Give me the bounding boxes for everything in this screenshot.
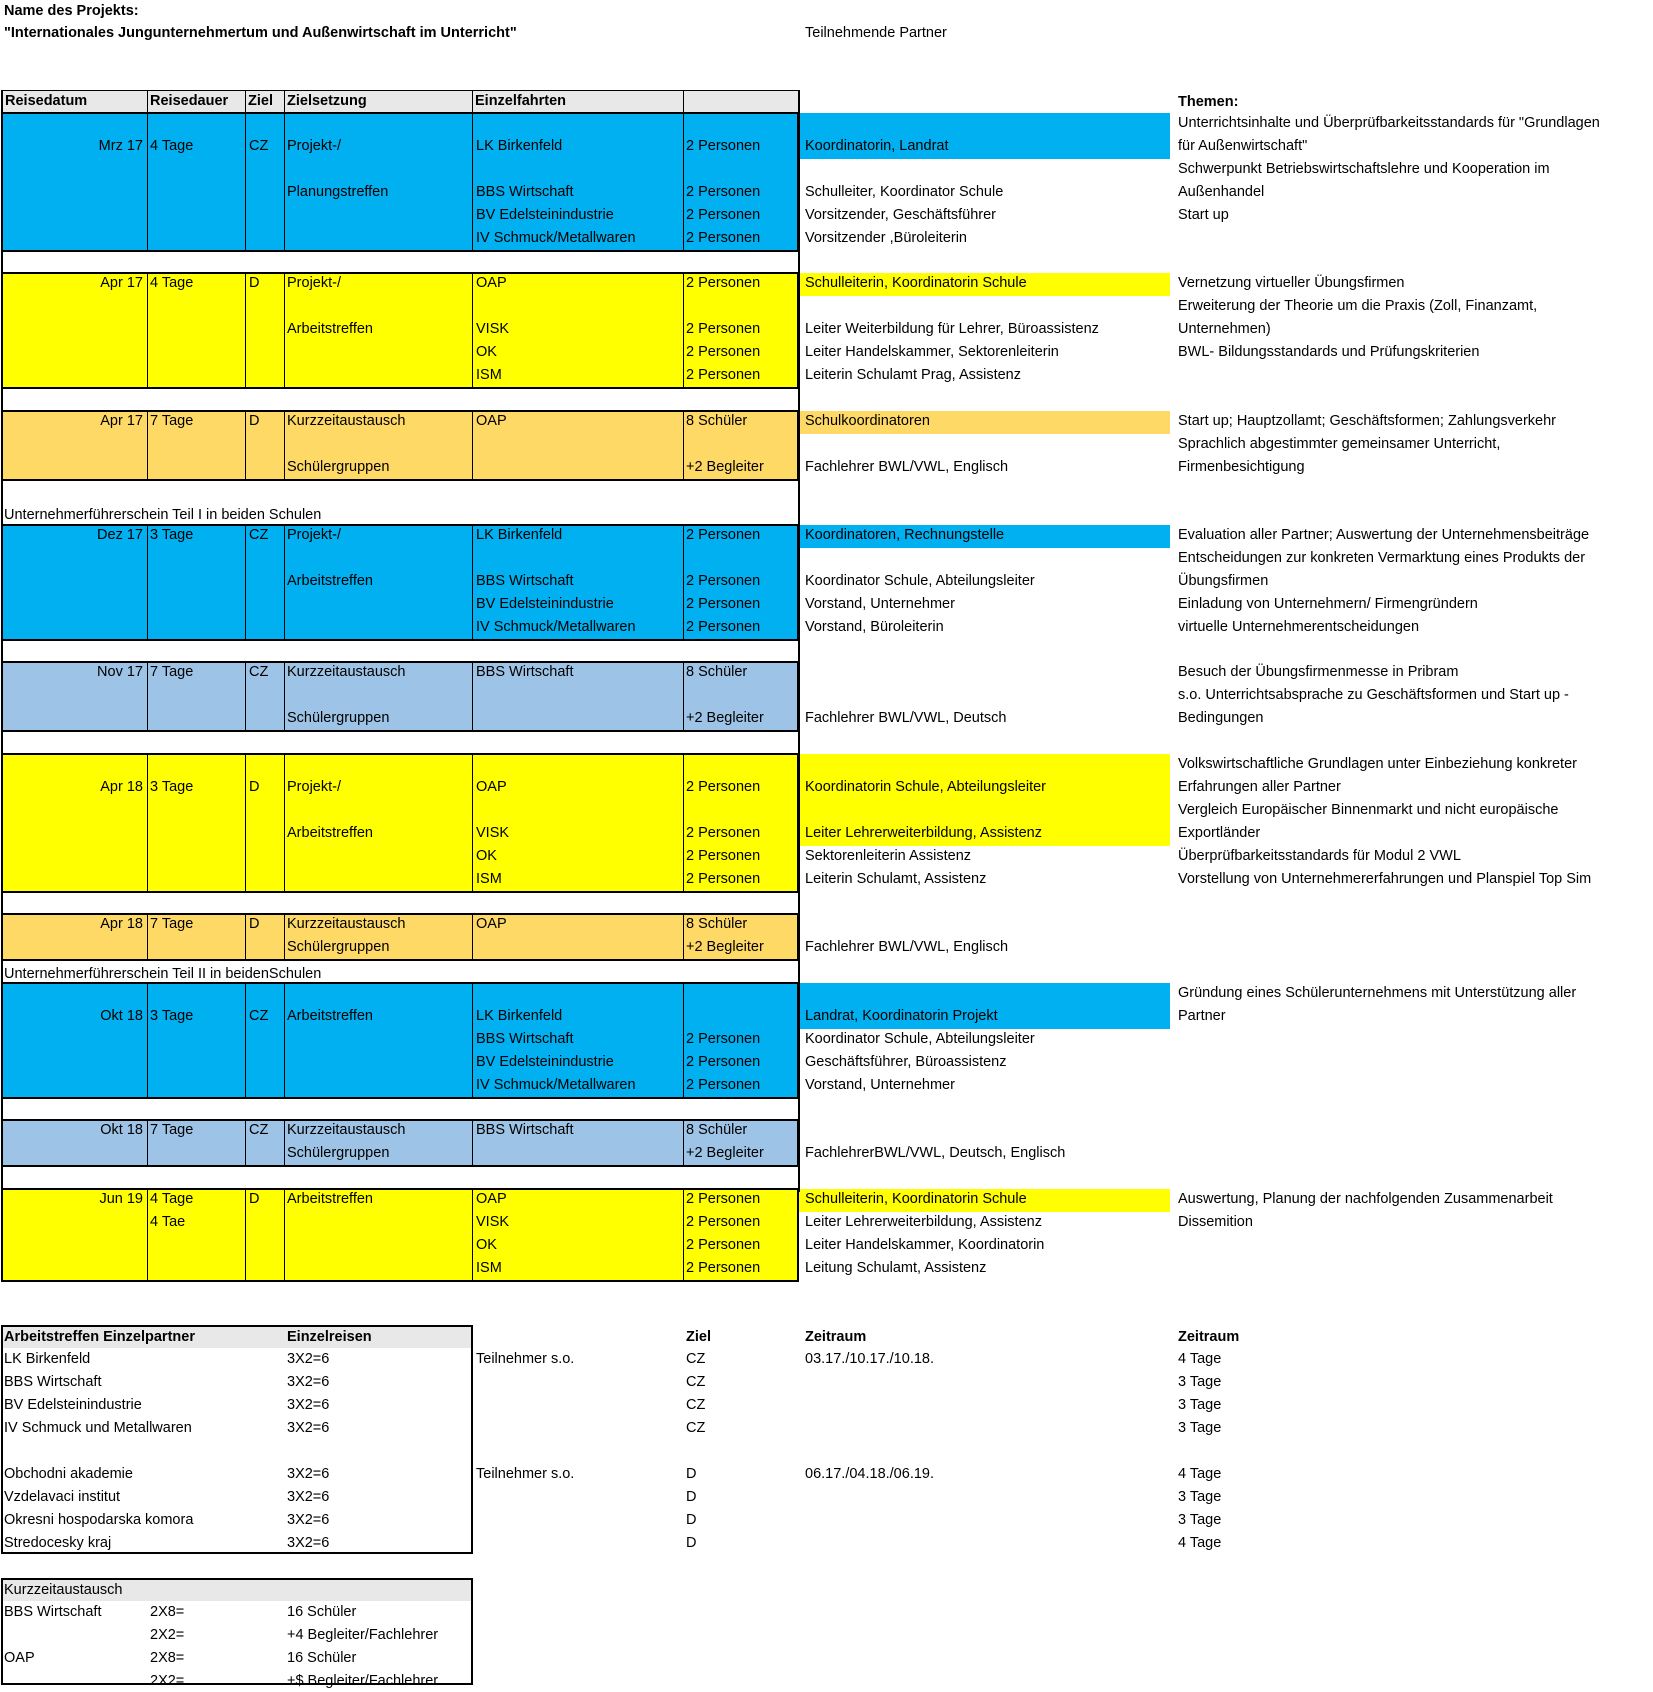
schedule-col-line bbox=[147, 983, 148, 1098]
trip-persons: 2 Personen bbox=[686, 1214, 761, 1230]
meetings-header-trips: Einzelreisen bbox=[287, 1329, 372, 1345]
trip-participant: LK Birkenfeld bbox=[476, 1008, 563, 1024]
schedule-col-line bbox=[147, 1189, 148, 1281]
schedule-col-line bbox=[472, 983, 473, 1098]
trip-participant: BBS Wirtschaft bbox=[476, 664, 574, 680]
trip-persons: 2 Personen bbox=[686, 1237, 761, 1253]
meeting-duration: 4 Tage bbox=[1178, 1535, 1222, 1551]
schedule-col-line bbox=[245, 411, 246, 480]
trip-persons: 2 Personen bbox=[686, 1077, 761, 1093]
exchange-calc: 2X2= bbox=[150, 1627, 185, 1643]
schedule-col-line bbox=[284, 273, 285, 388]
schedule-col-line bbox=[284, 1120, 285, 1166]
project-name-label: Name des Projekts: bbox=[4, 3, 139, 19]
project-title: "Internationales Jungunternehmertum und Außenwirtschaft im Unterricht" bbox=[4, 25, 517, 41]
meeting-partner: IV Schmuck und Metallwaren bbox=[4, 1420, 192, 1436]
meetings-header-period: Zeitraum bbox=[805, 1329, 867, 1345]
trip-participant: OAP bbox=[476, 1191, 507, 1207]
trip-persons: 2 Personen bbox=[686, 207, 761, 223]
partner-highlight bbox=[798, 983, 1170, 1006]
trip-duration: 4 Tage bbox=[150, 138, 194, 154]
trip-participant: LK Birkenfeld bbox=[476, 138, 563, 154]
trip-persons: 2 Personen bbox=[686, 825, 761, 841]
schedule-header-bg bbox=[2, 90, 798, 112]
trip-persons: 2 Personen bbox=[686, 619, 761, 635]
meeting-period: 06.17./04.18./06.19. bbox=[805, 1466, 934, 1482]
trip-theme: Einladung von Unternehmern/ Firmengründern bbox=[1178, 596, 1478, 612]
meeting-note: Teilnehmer s.o. bbox=[476, 1466, 575, 1482]
exchange-result: +4 Begleiter/Fachlehrer bbox=[287, 1627, 439, 1643]
schedule-col-line bbox=[284, 754, 285, 892]
schedule-col-line bbox=[683, 662, 684, 731]
trip-partner-roles: Leiterin Schulamt, Assistenz bbox=[805, 871, 987, 887]
trip-persons: 2 Personen bbox=[686, 779, 761, 795]
meeting-duration: 3 Tage bbox=[1178, 1397, 1222, 1413]
schedule-col-line bbox=[147, 754, 148, 892]
trip-theme: Partner bbox=[1178, 1008, 1226, 1024]
trip-persons: +2 Begleiter bbox=[686, 1145, 764, 1161]
trip-duration: 4 Tage bbox=[150, 1191, 194, 1207]
trip-partner-roles: FachlehrerBWL/VWL, Deutsch, Englisch bbox=[805, 1145, 1066, 1161]
trip-goal: Projekt-/ bbox=[287, 779, 341, 795]
trip-participant: OAP bbox=[476, 275, 507, 291]
schedule-col-line bbox=[147, 525, 148, 640]
meeting-partner: BV Edelsteinindustrie bbox=[4, 1397, 142, 1413]
trip-date: Apr 18 bbox=[100, 916, 143, 932]
trip-partner-roles: Koordinatorin Schule, Abteilungsleiter bbox=[805, 779, 1047, 795]
trip-partner-roles: Sektorenleiterin Assistenz bbox=[805, 848, 972, 864]
trip-goal: Arbeitstreffen bbox=[287, 573, 373, 589]
trip-theme: Unterrichtsinhalte und Überprüfbarkeitsstandards für "Grundlagen bbox=[1178, 115, 1600, 131]
trip-theme: Vergleich Europäischer Binnenmarkt und nicht europäische bbox=[1178, 802, 1559, 818]
schedule-header-cell: Reisedauer bbox=[150, 93, 229, 109]
trip-partner-roles: Koordinatoren, Rechnungstelle bbox=[805, 527, 1005, 543]
trip-duration: 3 Tage bbox=[150, 527, 194, 543]
trip-theme: Vernetzung virtueller Übungsfirmen bbox=[1178, 275, 1405, 291]
trip-partner-roles: Vorstand, Büroleiterin bbox=[805, 619, 944, 635]
meeting-duration: 4 Tage bbox=[1178, 1351, 1222, 1367]
trip-persons: 2 Personen bbox=[686, 184, 761, 200]
trip-persons: 2 Personen bbox=[686, 275, 761, 291]
schedule-col-line bbox=[472, 754, 473, 892]
schedule-col-line bbox=[472, 525, 473, 640]
trip-persons: 2 Personen bbox=[686, 1260, 761, 1276]
trip-participant: IV Schmuck/Metallwaren bbox=[476, 230, 636, 246]
trip-theme: Schwerpunkt Betriebswirtschaftslehre und Kooperation im bbox=[1178, 161, 1550, 177]
schedule-col-line bbox=[284, 525, 285, 640]
trip-goal: Schülergruppen bbox=[287, 939, 390, 955]
partner-highlight bbox=[798, 113, 1170, 136]
trip-theme: Besuch der Übungsfirmenmesse in Pribram bbox=[1178, 664, 1459, 680]
meeting-target: D bbox=[686, 1466, 697, 1482]
trip-goal: Kurzzeitaustausch bbox=[287, 916, 406, 932]
trip-goal: Projekt-/ bbox=[287, 138, 341, 154]
schedule-col-line bbox=[284, 662, 285, 731]
meeting-duration: 4 Tage bbox=[1178, 1466, 1222, 1482]
trip-date: Jun 19 bbox=[99, 1191, 143, 1207]
schedule-col-line bbox=[683, 914, 684, 960]
trip-persons: 8 Schüler bbox=[686, 916, 748, 932]
schedule-col-line bbox=[683, 411, 684, 480]
exchange-school: OAP bbox=[4, 1650, 35, 1666]
trip-goal: Schülergruppen bbox=[287, 1145, 390, 1161]
schedule-col-line bbox=[472, 273, 473, 388]
trip-theme: Unternehmen) bbox=[1178, 321, 1271, 337]
schedule-col-line bbox=[683, 113, 684, 251]
trip-date: Apr 17 bbox=[100, 413, 143, 429]
schedule-col-line bbox=[683, 983, 684, 1098]
meeting-target: CZ bbox=[686, 1420, 706, 1436]
meeting-partner: Stredocesky kraj bbox=[4, 1535, 112, 1551]
trip-theme: Volkswirtschaftliche Grundlagen unter Einbeziehung konkreter bbox=[1178, 756, 1577, 772]
trip-theme: Übungsfirmen bbox=[1178, 573, 1269, 589]
schedule-col-line bbox=[245, 914, 246, 960]
trip-participant: OK bbox=[476, 1237, 497, 1253]
trip-goal: Kurzzeitaustausch bbox=[287, 413, 406, 429]
meetings-header-target: Ziel bbox=[686, 1329, 711, 1345]
trip-duration: 4 Tae bbox=[150, 1214, 186, 1230]
schedule-col-line bbox=[245, 525, 246, 640]
trip-duration: 3 Tage bbox=[150, 1008, 194, 1024]
schedule-left-border bbox=[1, 90, 3, 1192]
trip-goal: Arbeitstreffen bbox=[287, 1191, 373, 1207]
meeting-partner: LK Birkenfeld bbox=[4, 1351, 91, 1367]
header-col-line bbox=[683, 90, 684, 112]
schedule-col-line bbox=[472, 662, 473, 731]
exchange-result: +$ Begleiter/Fachlehrer bbox=[287, 1673, 439, 1689]
trip-participant: LK Birkenfeld bbox=[476, 527, 563, 543]
trip-partner-roles: Leiterin Schulamt Prag, Assistenz bbox=[805, 367, 1021, 383]
trip-partner-roles: Landrat, Koordinatorin Projekt bbox=[805, 1008, 998, 1024]
trip-target: D bbox=[249, 275, 260, 291]
partner-highlight bbox=[798, 754, 1170, 777]
trip-persons: +2 Begleiter bbox=[686, 459, 764, 475]
schedule-col-line bbox=[472, 914, 473, 960]
meeting-duration: 3 Tage bbox=[1178, 1489, 1222, 1505]
trip-persons: 2 Personen bbox=[686, 321, 761, 337]
trip-participant: IV Schmuck/Metallwaren bbox=[476, 1077, 636, 1093]
trip-duration: 3 Tage bbox=[150, 779, 194, 795]
trip-persons: +2 Begleiter bbox=[686, 710, 764, 726]
meeting-trips: 3X2=6 bbox=[287, 1397, 330, 1413]
trip-partner-roles: Leiter Lehrerweiterbildung, Assistenz bbox=[805, 1214, 1042, 1230]
trip-participant: OAP bbox=[476, 413, 507, 429]
trip-theme: Entscheidungen zur konkreten Vermarktung eines Produkts der bbox=[1178, 550, 1586, 566]
trip-theme: für Außenwirtschaft" bbox=[1178, 138, 1308, 154]
schedule-header-cell: Ziel bbox=[248, 93, 273, 109]
trip-participant: OAP bbox=[476, 916, 507, 932]
trip-goal: Projekt-/ bbox=[287, 527, 341, 543]
meeting-trips: 3X2=6 bbox=[287, 1489, 330, 1505]
meeting-trips: 3X2=6 bbox=[287, 1535, 330, 1551]
trip-target: D bbox=[249, 1191, 260, 1207]
trip-theme: BWL- Bildungsstandards und Prüfungskriterien bbox=[1178, 344, 1480, 360]
schedule-col-line bbox=[147, 273, 148, 388]
trip-participant: BBS Wirtschaft bbox=[476, 184, 574, 200]
partner-highlight bbox=[798, 800, 1170, 823]
schedule-col-line bbox=[472, 1189, 473, 1281]
meeting-trips: 3X2=6 bbox=[287, 1351, 330, 1367]
schedule-col-line bbox=[472, 113, 473, 251]
trip-theme: Auswertung, Planung der nachfolgenden Zusammenarbeit bbox=[1178, 1191, 1553, 1207]
trip-partner-roles: Fachlehrer BWL/VWL, Deutsch bbox=[805, 710, 1007, 726]
trip-target: D bbox=[249, 413, 260, 429]
schedule-col-line bbox=[472, 411, 473, 480]
trip-participant: ISM bbox=[476, 367, 502, 383]
meeting-partner: Vzdelavaci institut bbox=[4, 1489, 121, 1505]
trip-partner-roles: Vorstand, Unternehmer bbox=[805, 1077, 955, 1093]
trip-goal: Schülergruppen bbox=[287, 459, 390, 475]
meeting-partner: Okresni hospodarska komora bbox=[4, 1512, 194, 1528]
schedule-col-line bbox=[683, 754, 684, 892]
meeting-trips: 3X2=6 bbox=[287, 1512, 330, 1528]
meeting-note: Teilnehmer s.o. bbox=[476, 1351, 575, 1367]
trip-date: Okt 18 bbox=[100, 1122, 143, 1138]
schedule-col-line bbox=[683, 1120, 684, 1166]
trip-date: Dez 17 bbox=[97, 527, 143, 543]
schedule-col-line bbox=[147, 662, 148, 731]
trip-persons: 2 Personen bbox=[686, 871, 761, 887]
schedule-header-cell: Zielsetzung bbox=[287, 93, 367, 109]
meeting-target: CZ bbox=[686, 1374, 706, 1390]
trip-partner-roles: Vorsitzender ,Büroleiterin bbox=[805, 230, 967, 246]
trip-theme: virtuelle Unternehmerentscheidungen bbox=[1178, 619, 1420, 635]
trip-goal: Schülergruppen bbox=[287, 710, 390, 726]
trip-duration: 4 Tage bbox=[150, 275, 194, 291]
exchange-calc: 2X8= bbox=[150, 1604, 185, 1620]
meeting-trips: 3X2=6 bbox=[287, 1420, 330, 1436]
meeting-target: D bbox=[686, 1489, 697, 1505]
trip-persons: 2 Personen bbox=[686, 596, 761, 612]
trip-goal: Kurzzeitaustausch bbox=[287, 664, 406, 680]
schedule-header-cell: Reisedatum bbox=[5, 93, 88, 109]
trip-duration: 7 Tage bbox=[150, 1122, 194, 1138]
trip-theme: Erweiterung der Theorie um die Praxis (Zoll, Finanzamt, bbox=[1178, 298, 1538, 314]
schedule-col-line bbox=[284, 983, 285, 1098]
schedule-note-1: Unternehmerführerschein Teil I in beiden Schulen bbox=[4, 507, 322, 523]
trip-theme: Vorstellung von Unternehmererfahrungen und Planspiel Top Sim bbox=[1178, 871, 1592, 887]
meeting-target: D bbox=[686, 1535, 697, 1551]
schedule-col-line bbox=[245, 1189, 246, 1281]
header-col-line bbox=[147, 90, 148, 112]
trip-persons: 2 Personen bbox=[686, 573, 761, 589]
trip-partner-roles: Leiter Handelskammer, Sektorenleiterin bbox=[805, 344, 1059, 360]
trip-participant: OK bbox=[476, 344, 497, 360]
schedule-col-line bbox=[683, 273, 684, 388]
trip-date: Apr 18 bbox=[100, 779, 143, 795]
trip-goal: Arbeitstreffen bbox=[287, 825, 373, 841]
trip-persons: 8 Schüler bbox=[686, 1122, 748, 1138]
trip-theme: Firmenbesichtigung bbox=[1178, 459, 1305, 475]
meetings-header-duration: Zeitraum bbox=[1178, 1329, 1240, 1345]
schedule-col-line bbox=[683, 1189, 684, 1281]
schedule-col-line bbox=[683, 525, 684, 640]
trip-partner-roles: Vorsitzender, Geschäftsführer bbox=[805, 207, 997, 223]
trip-participant: BV Edelsteinindustrie bbox=[476, 207, 614, 223]
trip-target: CZ bbox=[249, 664, 269, 680]
trip-partner-roles: Vorstand, Unternehmer bbox=[805, 596, 955, 612]
trip-target: CZ bbox=[249, 138, 269, 154]
trip-partner-roles: Fachlehrer BWL/VWL, Englisch bbox=[805, 459, 1009, 475]
trip-partner-roles: Koordinatorin, Landrat bbox=[805, 138, 949, 154]
exchange-header: Kurzzeitaustausch bbox=[4, 1582, 123, 1598]
trip-persons: 2 Personen bbox=[686, 230, 761, 246]
trip-participant: IV Schmuck/Metallwaren bbox=[476, 619, 636, 635]
trip-goal: Arbeitstreffen bbox=[287, 1008, 373, 1024]
trip-theme: Dissemition bbox=[1178, 1214, 1253, 1230]
trip-theme: s.o. Unterrichtsabsprache zu Geschäftsformen und Start up - bbox=[1178, 687, 1569, 703]
header-col-line bbox=[284, 90, 285, 112]
trip-partner-roles: Fachlehrer BWL/VWL, Englisch bbox=[805, 939, 1009, 955]
trip-theme: Gründung eines Schülerunternehmens mit Unterstützung aller bbox=[1178, 985, 1577, 1001]
trip-participant: VISK bbox=[476, 1214, 510, 1230]
exchange-result: 16 Schüler bbox=[287, 1650, 357, 1666]
schedule-col-line bbox=[284, 113, 285, 251]
trip-goal: Projekt-/ bbox=[287, 275, 341, 291]
trip-participant: ISM bbox=[476, 871, 502, 887]
meeting-trips: 3X2=6 bbox=[287, 1466, 330, 1482]
trip-duration: 7 Tage bbox=[150, 413, 194, 429]
meeting-duration: 3 Tage bbox=[1178, 1512, 1222, 1528]
meeting-trips: 3X2=6 bbox=[287, 1374, 330, 1390]
trip-partner-roles: Leitung Schulamt, Assistenz bbox=[805, 1260, 987, 1276]
schedule-col-line bbox=[245, 113, 246, 251]
trip-theme: Evaluation aller Partner; Auswertung der Unternehmensbeiträge bbox=[1178, 527, 1590, 543]
trip-theme: Start up; Hauptzollamt; Geschäftsformen; Zahlungsverkehr bbox=[1178, 413, 1556, 429]
trip-participant: BBS Wirtschaft bbox=[476, 1122, 574, 1138]
meetings-header-partner: Arbeitstreffen Einzelpartner bbox=[4, 1329, 195, 1345]
header-col-line bbox=[245, 90, 246, 112]
trip-target: CZ bbox=[249, 1122, 269, 1138]
schedule-header-cell: Einzelfahrten bbox=[475, 93, 567, 109]
meeting-partner: BBS Wirtschaft bbox=[4, 1374, 102, 1390]
trip-participant: OAP bbox=[476, 779, 507, 795]
trip-persons: 2 Personen bbox=[686, 527, 761, 543]
trip-goal: Kurzzeitaustausch bbox=[287, 1122, 406, 1138]
trip-duration: 7 Tage bbox=[150, 916, 194, 932]
meeting-period: 03.17./10.17./10.18. bbox=[805, 1351, 934, 1367]
trip-participant: OK bbox=[476, 848, 497, 864]
trip-theme: Start up bbox=[1178, 207, 1229, 223]
trip-target: CZ bbox=[249, 527, 269, 543]
trip-participant: BV Edelsteinindustrie bbox=[476, 1054, 614, 1070]
trip-goal: Planungstreffen bbox=[287, 184, 389, 200]
trip-partner-roles: Schulkoordinatoren bbox=[805, 413, 930, 429]
trip-partner-roles: Geschäftsführer, Büroassistenz bbox=[805, 1054, 1007, 1070]
trip-duration: 7 Tage bbox=[150, 664, 194, 680]
trip-date: Okt 18 bbox=[100, 1008, 143, 1024]
themes-header: Themen: bbox=[1178, 94, 1239, 110]
trip-partner-roles: Koordinator Schule, Abteilungsleiter bbox=[805, 1031, 1035, 1047]
trip-date: Apr 17 bbox=[100, 275, 143, 291]
exchange-result: 16 Schüler bbox=[287, 1604, 357, 1620]
trip-participant: ISM bbox=[476, 1260, 502, 1276]
meeting-duration: 3 Tage bbox=[1178, 1420, 1222, 1436]
trip-participant: BBS Wirtschaft bbox=[476, 573, 574, 589]
trip-partner-roles: Koordinator Schule, Abteilungsleiter bbox=[805, 573, 1035, 589]
header-col-line bbox=[472, 90, 473, 112]
trip-persons: +2 Begleiter bbox=[686, 939, 764, 955]
trip-persons: 8 Schüler bbox=[686, 664, 748, 680]
schedule-col-line bbox=[147, 411, 148, 480]
schedule-right-border bbox=[798, 90, 800, 1192]
trip-target: CZ bbox=[249, 1008, 269, 1024]
schedule-col-line bbox=[245, 273, 246, 388]
schedule-col-line bbox=[147, 113, 148, 251]
trip-participant: VISK bbox=[476, 825, 510, 841]
meeting-target: CZ bbox=[686, 1351, 706, 1367]
trip-partner-roles: Schulleiter, Koordinator Schule bbox=[805, 184, 1004, 200]
trip-theme: Überprüfbarkeitsstandards für Modul 2 VWL bbox=[1178, 848, 1461, 864]
trip-theme: Erfahrungen aller Partner bbox=[1178, 779, 1341, 795]
trip-target: D bbox=[249, 916, 260, 932]
schedule-col-line bbox=[245, 754, 246, 892]
trip-partner-roles: Leiter Weiterbildung für Lehrer, Büroassistenz bbox=[805, 321, 1099, 337]
trip-persons: 2 Personen bbox=[686, 1031, 761, 1047]
schedule-col-line bbox=[472, 1120, 473, 1166]
trip-theme: Außenhandel bbox=[1178, 184, 1265, 200]
trip-participant: BV Edelsteinindustrie bbox=[476, 596, 614, 612]
schedule-col-line bbox=[284, 1189, 285, 1281]
meeting-target: D bbox=[686, 1512, 697, 1528]
trip-persons: 2 Personen bbox=[686, 1054, 761, 1070]
schedule-group-border bbox=[1, 112, 799, 252]
trip-partner-roles: Schulleiterin, Koordinatorin Schule bbox=[805, 275, 1027, 291]
trip-date: Nov 17 bbox=[97, 664, 143, 680]
schedule-header-border bbox=[2, 90, 798, 91]
trip-target: D bbox=[249, 779, 260, 795]
schedule-col-line bbox=[245, 1120, 246, 1166]
trip-partner-roles: Schulleiterin, Koordinatorin Schule bbox=[805, 1191, 1027, 1207]
trip-participant: BBS Wirtschaft bbox=[476, 1031, 574, 1047]
schedule-col-line bbox=[147, 1120, 148, 1166]
partners-label: Teilnehmende Partner bbox=[805, 25, 947, 41]
trip-participant: VISK bbox=[476, 321, 510, 337]
meeting-partner: Obchodni akademie bbox=[4, 1466, 133, 1482]
exchange-school: BBS Wirtschaft bbox=[4, 1604, 102, 1620]
exchange-calc: 2X8= bbox=[150, 1650, 185, 1666]
meeting-duration: 3 Tage bbox=[1178, 1374, 1222, 1390]
trip-theme: Bedingungen bbox=[1178, 710, 1264, 726]
schedule-col-line bbox=[245, 983, 246, 1098]
trip-date: Mrz 17 bbox=[98, 138, 143, 154]
trip-persons: 8 Schüler bbox=[686, 413, 748, 429]
trip-theme: Sprachlich abgestimmter gemeinsamer Unterricht, bbox=[1178, 436, 1501, 452]
trip-persons: 2 Personen bbox=[686, 367, 761, 383]
trip-partner-roles: Leiter Handelskammer, Koordinatorin bbox=[805, 1237, 1045, 1253]
trip-persons: 2 Personen bbox=[686, 848, 761, 864]
trip-persons: 2 Personen bbox=[686, 344, 761, 360]
schedule-col-line bbox=[284, 914, 285, 960]
schedule-group-border bbox=[1, 982, 799, 1099]
exchange-calc: 2X2= bbox=[150, 1673, 185, 1689]
schedule-col-line bbox=[284, 411, 285, 480]
trip-partner-roles: Leiter Lehrerweiterbildung, Assistenz bbox=[805, 825, 1042, 841]
schedule-col-line bbox=[147, 914, 148, 960]
trip-persons: 2 Personen bbox=[686, 1191, 761, 1207]
trip-persons: 2 Personen bbox=[686, 138, 761, 154]
schedule-note-2: Unternehmerführerschein Teil II in beidenSchulen bbox=[4, 966, 322, 982]
trip-theme: Exportländer bbox=[1178, 825, 1261, 841]
meeting-target: CZ bbox=[686, 1397, 706, 1413]
schedule-col-line bbox=[245, 662, 246, 731]
trip-goal: Arbeitstreffen bbox=[287, 321, 373, 337]
schedule-group-border bbox=[1, 753, 799, 893]
